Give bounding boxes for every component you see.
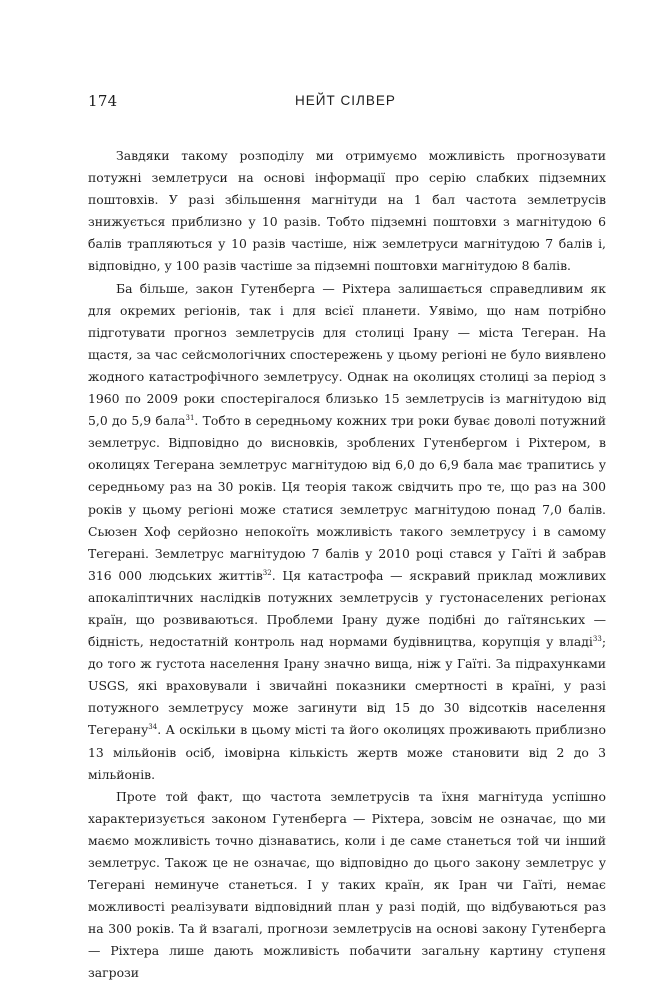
page-number: 174 [88, 92, 118, 110]
text-run: ; до того ж густота населення Ірану значно вища, ніж у Гаїті. За підрахунками USGS, які враховували і звичайні показники смертності в країні, у разі потужного землетрусу може загинути від 15 до 30 відсотків населення Тегерану [88, 634, 606, 738]
paragraph [88, 786, 606, 985]
footnote-marker[interactable]: 32 [262, 568, 272, 577]
text-run: . Ця катастрофа — яскравий приклад можливих апокаліптичних наслідків потужних землетрусів у густонаселених регіонах країн, що розвиваються. Проблеми Ірану дуже подібні до гаїтянських — бідність, недостатній контроль над нормами будівництва, корупція у владі [88, 567, 606, 650]
text-run: Завдяки такому розподілу ми отримуємо можливість прогнозувати потужні землетруси на основі інформації про серію слабких підземних поштовхів. У разі збільшення магнітуди на 1 бал частота землетрусів знижується приблизно у 10 разів. Тобто підземні поштовхи з магнітудою 6 балів трапляються у 10 разів частіше, ніж землетруси магнітудою 7 балів і, відповідно, у 100 разів частіше за підземні поштовхи магнітудою 8 балів. [88, 148, 606, 274]
text-run: . Тобто в середньому кожних три роки буває доволі потужний землетрус. Відповідно до висновків, зроблених Гутенбергом і Ріхтером, в околицях Тегерана землетрус магнітудою від 6,0 до 6,9 бала має трапитись у середньому раз на 30 років. Ця теорія також свідчить про те, що раз на 300 років у цьому регіоні може статися землетрус магнітудою понад 7,0 балів. Сьюзен Хоф серйозно непокоїть можливість такого землетрусу і в самому Тегерані. Землетрус магнітудою 7 балів у 2010 році стався у Гаїті й забрав 316 000 людських життів [88, 413, 606, 583]
paragraph [88, 145, 606, 278]
footnote-marker[interactable]: 31 [185, 414, 195, 423]
running-head: НЕЙТ СІЛВЕР [295, 93, 396, 108]
paragraph [88, 278, 606, 786]
text-run: Проте той факт, що частота землетрусів та їхня магнітуда успішно характеризується законом Гутенберга — Ріхтера, зовсім не означає, що ми маємо можливість точно дізнаватись, коли і де саме станеться той чи інший землетрус. Також це не означає, що відповідно до цього закону землетрус у Тегерані неминуче станеться. І у таких країн, як Іран чи Гаїті, немає можливості реалізувати відповідний план у разі подій, що відбуваються раз на 300 років. Та й взагалі, прогнози землетрусів на основі закону Гутенберга — Ріхтера лише дають можливість побачити загальну картину ступеня загрози [88, 788, 606, 981]
text-run: Ба більше, закон Гутенберга — Ріхтера залишається справедливим як для окремих регіонів, так і для всієї планети. Уявімо, що нам потрібно підготувати прогноз землетрусів для столиці Ірану — міста Тегеран. На щастя, за час сейсмологічних спостережень у цьому регіоні не було виявлено жодного катастрофічного землетрусу. Однак на околицях столиці за період з 1960 по 2009 роки спостерігалося близько 15 землетрусів із магнітудою від 5,0 до 5,9 бала [88, 280, 606, 429]
page-header [88, 92, 606, 116]
footnote-marker[interactable]: 33 [592, 635, 602, 644]
body-text [88, 145, 606, 985]
text-run: . А оскільки в цьому місті та його околицях проживають приблизно 13 мільйонів осіб, імовірна кількість жертв може становити від 2 до 3 мільйонів. [88, 722, 606, 782]
footnote-marker[interactable]: 34 [148, 723, 158, 732]
